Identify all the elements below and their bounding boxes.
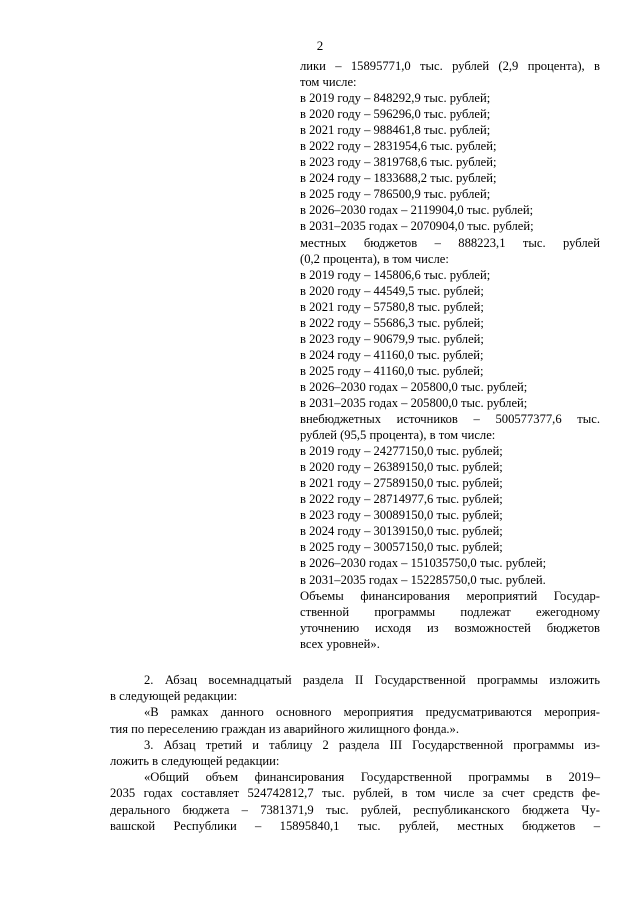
text-line: в 2025 году – 786500,9 тыс. рублей; [300,187,491,202]
text-line: рублей (95,5 процента), в том числе: [300,428,496,443]
item-2-heading: 2. Абзац восемнадцатый раздела II Государственной программы изложить [144,673,600,687]
text-line: внебюджетных источников – 500577377,6 тыс. [300,412,600,427]
text-line: в 2020 году – 44549,5 тыс. рублей; [300,283,484,298]
text-line: в 2019 году – 145806,6 тыс. рублей; [300,267,491,282]
text-line: ложить в следующей редакции: [110,753,280,768]
text-line: в 2031–2035 годах – 2070904,0 тыс. рублей; [300,219,534,234]
text-line: в 2024 году – 41160,0 тыс. рублей; [300,347,484,362]
text-line: в 2021 году – 27589150,0 тыс. рублей; [300,476,503,491]
text-line: 2035 годах составляет 524742812,7 тыс. рублей, в том числе за счет средств фе- [110,786,600,801]
page-number: 2 [316,38,324,53]
text-line: в 2023 году – 3819768,6 тыс. рублей; [300,155,497,170]
text-line: в следующей редакции: [110,689,238,704]
text-line: в 2023 году – 90679,9 тыс. рублей; [300,331,484,346]
text-line: уточнению исходя из возможностей бюджетов [300,620,600,635]
text-line: (0,2 процента), в том числе: [300,251,449,266]
item-3-heading: 3. Абзац третий и таблицу 2 раздела III Государственной программы из- [144,737,600,752]
text-line: всех уровней». [300,636,380,651]
text-line: ственной программы подлежат ежегодному [300,604,600,619]
text-line: вашской Республики – 15895840,1 тыс. рублей, местных бюджетов – [110,818,600,833]
text-line: Объемы финансирования мероприятий Государ- [300,588,600,603]
text-line: в 2021 году – 988461,8 тыс. рублей; [300,123,491,138]
text-line: в 2020 году – 596296,0 тыс. рублей; [300,107,491,122]
text-line: в 2025 году – 30057150,0 тыс. рублей; [300,540,503,555]
text-line: тия по переселению граждан из аварийного жилищного фонда.». [110,721,459,736]
text-line: в 2024 году – 30139150,0 тыс. рублей; [300,524,503,539]
text-line: лики – 15895771,0 тыс. рублей (2,9 процента), в [300,59,600,73]
text-line: в 2022 году – 28714977,6 тыс. рублей; [300,492,503,507]
text-line: местных бюджетов – 888223,1 тыс. рублей [300,235,600,250]
text-line: в 2026–2030 годах – 151035750,0 тыс. рублей; [300,556,547,571]
text-line: в 2022 году – 55686,3 тыс. рублей; [300,315,484,330]
text-line: в 2026–2030 годах – 205800,0 тыс. рублей; [300,379,528,394]
text-line: в 2019 году – 24277150,0 тыс. рублей; [300,444,503,459]
text-line: дерального бюджета – 7381371,9 тыс. рублей, республиканского бюджета Чу- [110,802,600,817]
text-line: в 2021 году – 57580,8 тыс. рублей; [300,299,484,314]
text-line: в 2026–2030 годах – 2119904,0 тыс. рублей; [300,203,534,218]
funding-column [300,58,600,652]
text-line: том числе: [300,75,357,90]
text-line: в 2031–2035 годах – 152285750,0 тыс. рублей. [300,572,546,587]
text-line: в 2019 году – 848292,9 тыс. рублей; [300,91,491,106]
text-line: в 2023 году – 30089150,0 тыс. рублей; [300,508,503,523]
item-3-quote: «Общий объем финансирования Государственной программы в 2019– [144,770,600,785]
text-line: в 2031–2035 годах – 205800,0 тыс. рублей; [300,395,528,410]
text-line: в 2024 году – 1833688,2 тыс. рублей; [300,171,497,186]
item-2-quote: «В рамках данного основного мероприятия предусматриваются мероприя- [144,705,600,720]
text-line: в 2025 году – 41160,0 тыс. рублей; [300,363,484,378]
text-line: в 2022 году – 2831954,6 тыс. рублей; [300,139,497,154]
main-text [110,672,600,834]
text-line: в 2020 году – 26389150,0 тыс. рублей; [300,460,503,475]
